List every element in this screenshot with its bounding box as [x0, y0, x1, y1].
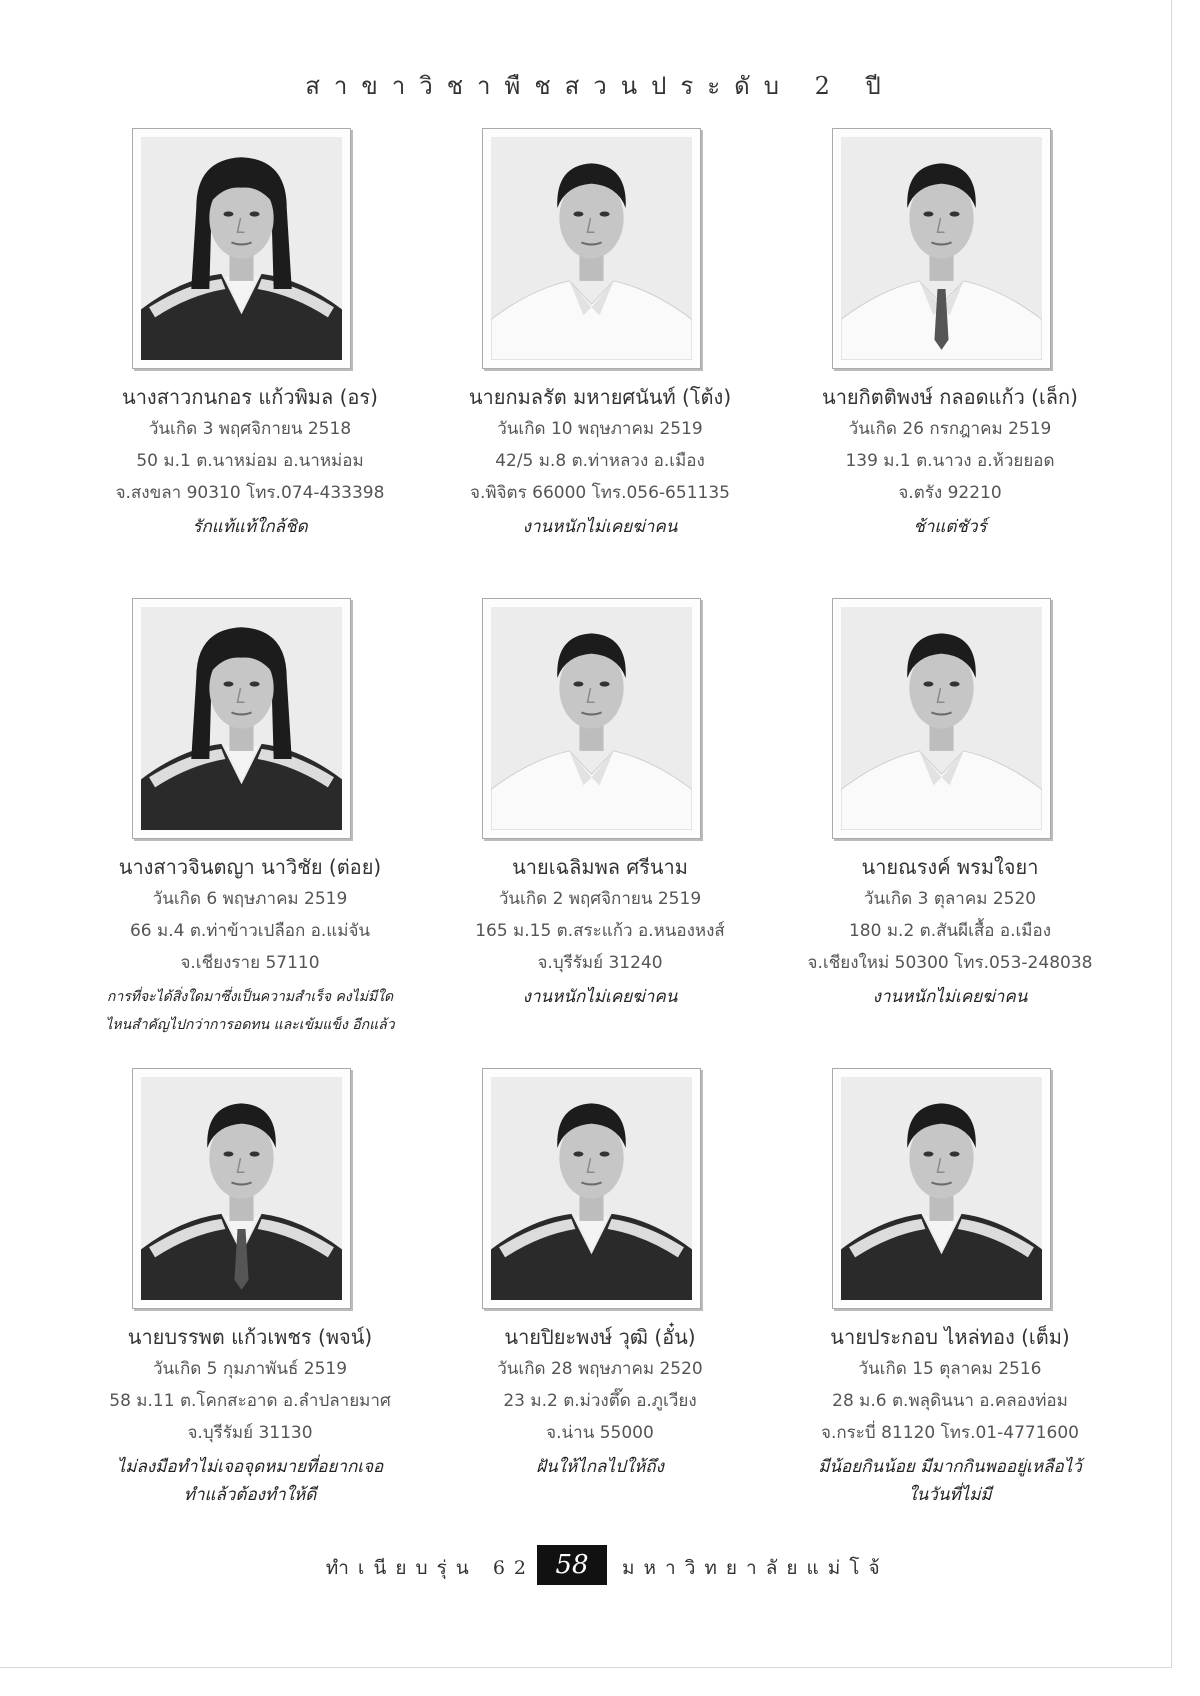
student-info: [75, 1324, 425, 1509]
page-footer: [0, 1545, 1200, 1585]
student-address-line2: จ.กระบี่ 81120 โทร.01-4771600: [821, 1423, 1079, 1443]
student-name: นายเฉลิมพล ศรีนาม: [512, 855, 688, 879]
student-address-line2: จ.สงขลา 90310 โทร.074-433398: [115, 483, 385, 503]
student-address-line1: 28 ม.6 ต.พลุดินนา อ.คลองท่อม: [832, 1391, 1068, 1411]
student-address-line2: จ.ตรัง 92210: [898, 483, 1002, 503]
student-card: [425, 598, 775, 1068]
student-motto: ทำแล้วต้องทำให้ดี: [183, 1485, 317, 1505]
student-address-line1: 23 ม.2 ต.ม่วงตึ๊ด อ.ภูเวียง: [503, 1391, 697, 1411]
student-photo: [482, 1068, 701, 1309]
student-photo: [132, 598, 351, 839]
student-name: นางสาวกนกอร แก้วพิมล (อร): [122, 385, 378, 409]
portrait-image: [841, 137, 1042, 360]
footer-yearbook-title: ทำเนียบรุ่น 62: [325, 1557, 535, 1579]
student-motto: งานหนักไม่เคยฆ่าคน: [872, 987, 1028, 1007]
student-address-line1: 66 ม.4 ต.ท่าข้าวเปลือก อ.แม่จัน: [129, 921, 371, 941]
student-info: [75, 384, 425, 541]
student-photo: [832, 128, 1051, 369]
student-address-line1: 42/5 ม.8 ต.ท่าหลวง อ.เมือง: [495, 451, 705, 471]
student-info: [425, 1324, 775, 1481]
portrait-image: [141, 137, 342, 360]
page-title: สาขาวิชาพืชสวนประดับ 2 ปี: [305, 72, 895, 100]
student-address-line1: 58 ม.11 ต.โคกสะอาด อ.ลำปลายมาศ: [109, 1391, 391, 1411]
student-birthdate: วันเกิด 2 พฤศจิกายน 2519: [498, 889, 702, 909]
student-motto: การที่จะได้สิ่งใดมาซึ่งเป็นความสำเร็จ คงไม่มีใด: [106, 989, 394, 1005]
student-address-line1: 180 ม.2 ต.สันผีเสื้อ อ.เมือง: [848, 921, 1052, 941]
student-card: [775, 128, 1125, 598]
student-photo: [482, 128, 701, 369]
student-info: [75, 854, 425, 1039]
student-motto: งานหนักไม่เคยฆ่าคน: [522, 517, 678, 537]
student-photo: [132, 128, 351, 369]
student-address-line2: จ.น่าน 55000: [546, 1423, 654, 1443]
student-name: นายปิยะพงษ์ วุฒิ (อั๋น): [504, 1325, 696, 1349]
student-card: [75, 128, 425, 598]
student-birthdate: วันเกิด 5 กุมภาพันธ์ 2519: [152, 1359, 348, 1379]
student-address-line2: จ.พิจิตร 66000 โทร.056-651135: [470, 483, 730, 503]
student-birthdate: วันเกิด 3 ตุลาคม 2520: [863, 889, 1037, 909]
portrait-image: [841, 1077, 1042, 1300]
student-card: [75, 598, 425, 1068]
student-address-line2: จ.บุรีรัมย์ 31130: [187, 1423, 313, 1443]
student-birthdate: วันเกิด 10 พฤษภาคม 2519: [497, 419, 703, 439]
student-motto: ในวันที่ไม่มี: [908, 1485, 992, 1505]
portrait-image: [491, 607, 692, 830]
footer-university: มหาวิทยาลัยแม่โจ้: [622, 1557, 889, 1579]
portrait-image: [491, 137, 692, 360]
student-address-line1: 139 ม.1 ต.นาวง อ.ห้วยยอด: [845, 451, 1055, 471]
student-motto: งานหนักไม่เคยฆ่าคน: [522, 987, 678, 1007]
student-name: นายบรรพต แก้วเพชร (พจน์): [127, 1325, 373, 1349]
student-motto: ไม่ลงมือทำไม่เจอจุดหมายที่อยากเจอ: [116, 1457, 384, 1477]
student-info: [425, 854, 775, 1011]
student-birthdate: วันเกิด 6 พฤษภาคม 2519: [152, 889, 348, 909]
student-photo: [832, 598, 1051, 839]
student-motto: รักแท้แท้ใกล้ชิด: [192, 517, 308, 537]
student-birthdate: วันเกิด 28 พฤษภาคม 2520: [497, 1359, 703, 1379]
portrait-image: [141, 1077, 342, 1300]
student-motto: มีน้อยกินน้อย มีมากกินพออยู่เหลือไว้: [818, 1457, 1082, 1477]
student-address-line1: 165 ม.15 ต.สระแก้ว อ.หนองหงส์: [475, 921, 725, 941]
student-photo: [482, 598, 701, 839]
student-grid: [75, 128, 1125, 1538]
student-card: [775, 598, 1125, 1068]
student-photo: [832, 1068, 1051, 1309]
student-address-line2: จ.เชียงราย 57110: [180, 953, 320, 973]
student-birthdate: วันเกิด 15 ตุลาคม 2516: [858, 1359, 1042, 1379]
student-motto: ไหนสำคัญไปกว่าการอดทน และเข้มแข็ง อีกแล้ว: [105, 1017, 395, 1033]
student-name: นางสาวจินตญา นาวิชัย (ต่อย): [118, 855, 382, 879]
portrait-image: [491, 1077, 692, 1300]
student-birthdate: วันเกิด 26 กรกฎาคม 2519: [848, 419, 1052, 439]
student-card: [775, 1068, 1125, 1538]
student-info: [775, 854, 1125, 1011]
student-address-line1: 50 ม.1 ต.นาหม่อม อ.นาหม่อม: [136, 451, 364, 471]
portrait-image: [141, 607, 342, 830]
student-motto: ฝันให้ไกลไปให้ถึง: [536, 1457, 664, 1477]
student-name: นายณรงค์ พรมใจยา: [861, 855, 1039, 879]
student-info: [775, 1324, 1125, 1509]
student-address-line2: จ.บุรีรัมย์ 31240: [537, 953, 663, 973]
student-card: [425, 128, 775, 598]
student-info: [425, 384, 775, 541]
student-name: นายกิตติพงษ์ กลอดแก้ว (เล็ก): [822, 385, 1078, 409]
student-name: นายกมลรัต มหายศนันท์ (โต้ง): [468, 385, 732, 409]
student-motto: ช้าแต่ชัวร์: [913, 517, 987, 537]
student-info: [775, 384, 1125, 541]
portrait-image: [841, 607, 1042, 830]
student-birthdate: วันเกิด 3 พฤศจิกายน 2518: [148, 419, 352, 439]
student-address-line2: จ.เชียงใหม่ 50300 โทร.053-248038: [807, 953, 1093, 973]
student-card: [75, 1068, 425, 1538]
student-card: [425, 1068, 775, 1538]
page-number: 58: [537, 1545, 607, 1585]
student-name: นายประกอบ ไหล่ทอง (เต็ม): [830, 1325, 1070, 1349]
student-photo: [132, 1068, 351, 1309]
